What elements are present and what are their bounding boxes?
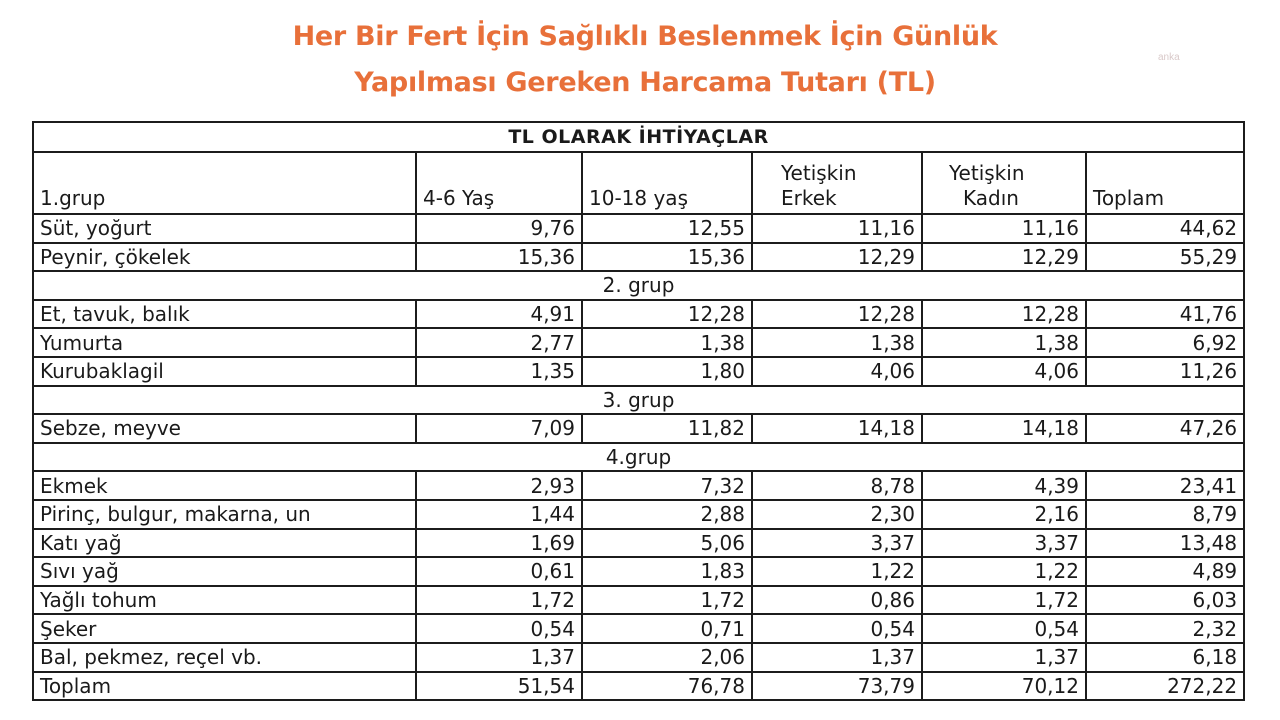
- table-row: [33, 328, 1244, 357]
- cell-4-6: 2,93: [416, 471, 582, 500]
- group-header-row: [33, 443, 1244, 472]
- cell-10-18: 2,06: [582, 643, 752, 672]
- cell-10-18: 12,28: [582, 300, 752, 329]
- cell-total: 8,79: [1086, 500, 1244, 529]
- cell-adult-male: 1,22: [752, 557, 922, 586]
- cell-adult-female: 4,39: [922, 471, 1086, 500]
- cell-total: 13,48: [1086, 529, 1244, 558]
- cell-adult-female: 0,54: [922, 614, 1086, 643]
- cell-adult-female: 1,38: [922, 328, 1086, 357]
- row-label: Sıvı yağ: [33, 557, 416, 586]
- title-line-1: Her Bir Fert İçin Sağlıklı Beslenmek İçin Günlük: [292, 21, 998, 52]
- cell-adult-male: 3,37: [752, 529, 922, 558]
- row-label: Süt, yoğurt: [33, 214, 416, 243]
- group-header-row: [33, 271, 1244, 300]
- expense-table: [32, 121, 1245, 701]
- page-title: [0, 14, 1280, 106]
- table-banner-row: [33, 122, 1244, 152]
- cell-adult-male: 2,30: [752, 500, 922, 529]
- cell-total: 47,26: [1086, 414, 1244, 443]
- cell-4-6: 1,72: [416, 586, 582, 615]
- row-label: Toplam: [33, 672, 416, 701]
- cell-total: 11,26: [1086, 357, 1244, 386]
- cell-total: 41,76: [1086, 300, 1244, 329]
- cell-10-18: 0,71: [582, 614, 752, 643]
- group-label: 4.grup: [33, 443, 1244, 472]
- header-col-total: Toplam: [1086, 152, 1244, 214]
- row-label: Yumurta: [33, 328, 416, 357]
- cell-4-6: 51,54: [416, 672, 582, 701]
- cell-10-18: 2,88: [582, 500, 752, 529]
- cell-10-18: 12,55: [582, 214, 752, 243]
- table-row: [33, 414, 1244, 443]
- cell-4-6: 1,44: [416, 500, 582, 529]
- row-label: Sebze, meyve: [33, 414, 416, 443]
- cell-total: 2,32: [1086, 614, 1244, 643]
- header-col-adult-male-line2: Erkek: [781, 186, 837, 210]
- table-header-row: [33, 152, 1244, 214]
- cell-10-18: 7,32: [582, 471, 752, 500]
- header-col-4-6: 4-6 Yaş: [416, 152, 582, 214]
- table-row: [33, 529, 1244, 558]
- table-row: [33, 672, 1244, 701]
- group-label: 2. grup: [33, 271, 1244, 300]
- cell-adult-female: 4,06: [922, 357, 1086, 386]
- cell-4-6: 9,76: [416, 214, 582, 243]
- cell-adult-male: 1,37: [752, 643, 922, 672]
- cell-total: 272,22: [1086, 672, 1244, 701]
- header-col-adult-female-line2: Kadın: [963, 186, 1019, 210]
- cell-adult-male: 12,28: [752, 300, 922, 329]
- cell-total: 44,62: [1086, 214, 1244, 243]
- cell-total: 6,03: [1086, 586, 1244, 615]
- cell-adult-female: 11,16: [922, 214, 1086, 243]
- cell-10-18: 76,78: [582, 672, 752, 701]
- cell-10-18: 1,38: [582, 328, 752, 357]
- table-row: [33, 357, 1244, 386]
- cell-adult-male: 11,16: [752, 214, 922, 243]
- cell-4-6: 15,36: [416, 243, 582, 272]
- cell-10-18: 15,36: [582, 243, 752, 272]
- cell-adult-male: 14,18: [752, 414, 922, 443]
- title-line-2: Yapılması Gereken Harcama Tutarı (TL): [354, 67, 936, 98]
- table-row: [33, 643, 1244, 672]
- cell-10-18: 1,80: [582, 357, 752, 386]
- header-group-label: 1.grup: [33, 152, 416, 214]
- row-label: Bal, pekmez, reçel vb.: [33, 643, 416, 672]
- cell-adult-male: 4,06: [752, 357, 922, 386]
- cell-4-6: 4,91: [416, 300, 582, 329]
- cell-adult-male: 8,78: [752, 471, 922, 500]
- row-label: Şeker: [33, 614, 416, 643]
- cell-adult-female: 70,12: [922, 672, 1086, 701]
- table-row: [33, 471, 1244, 500]
- cell-adult-female: 2,16: [922, 500, 1086, 529]
- cell-adult-female: 1,22: [922, 557, 1086, 586]
- row-label: Ekmek: [33, 471, 416, 500]
- cell-adult-female: 1,37: [922, 643, 1086, 672]
- table-row: [33, 214, 1244, 243]
- cell-total: 4,89: [1086, 557, 1244, 586]
- table-row: [33, 614, 1244, 643]
- table-row: [33, 557, 1244, 586]
- cell-adult-female: 12,29: [922, 243, 1086, 272]
- cell-adult-female: 1,72: [922, 586, 1086, 615]
- header-col-adult-female: [922, 152, 1086, 214]
- cell-adult-female: 14,18: [922, 414, 1086, 443]
- watermark: anka: [1158, 52, 1180, 63]
- group-header-row: [33, 386, 1244, 415]
- cell-total: 6,92: [1086, 328, 1244, 357]
- cell-adult-female: 3,37: [922, 529, 1086, 558]
- cell-adult-male: 12,29: [752, 243, 922, 272]
- row-label: Pirinç, bulgur, makarna, un: [33, 500, 416, 529]
- cell-10-18: 1,72: [582, 586, 752, 615]
- group-label: 3. grup: [33, 386, 1244, 415]
- header-col-adult-female-line1: Yetişkin: [949, 161, 1025, 185]
- cell-4-6: 1,37: [416, 643, 582, 672]
- cell-adult-male: 0,86: [752, 586, 922, 615]
- row-label: Peynir, çökelek: [33, 243, 416, 272]
- cell-10-18: 5,06: [582, 529, 752, 558]
- row-label: Katı yağ: [33, 529, 416, 558]
- cell-4-6: 2,77: [416, 328, 582, 357]
- table-banner: TL OLARAK İHTİYAÇLAR: [33, 122, 1244, 152]
- header-col-adult-male: [752, 152, 922, 214]
- cell-total: 6,18: [1086, 643, 1244, 672]
- cell-4-6: 1,35: [416, 357, 582, 386]
- cell-4-6: 7,09: [416, 414, 582, 443]
- cell-4-6: 0,61: [416, 557, 582, 586]
- table-row: [33, 500, 1244, 529]
- row-label: Yağlı tohum: [33, 586, 416, 615]
- cell-adult-male: 1,38: [752, 328, 922, 357]
- cell-adult-female: 12,28: [922, 300, 1086, 329]
- cell-adult-male: 0,54: [752, 614, 922, 643]
- cell-adult-male: 73,79: [752, 672, 922, 701]
- table-row: [33, 243, 1244, 272]
- cell-4-6: 1,69: [416, 529, 582, 558]
- cell-10-18: 1,83: [582, 557, 752, 586]
- header-col-adult-male-line1: Yetişkin: [781, 161, 857, 185]
- header-col-10-18: 10-18 yaş: [582, 152, 752, 214]
- cell-10-18: 11,82: [582, 414, 752, 443]
- row-label: Kurubaklagil: [33, 357, 416, 386]
- table-row: [33, 586, 1244, 615]
- table-row: [33, 300, 1244, 329]
- cell-4-6: 0,54: [416, 614, 582, 643]
- cell-total: 55,29: [1086, 243, 1244, 272]
- row-label: Et, tavuk, balık: [33, 300, 416, 329]
- cell-total: 23,41: [1086, 471, 1244, 500]
